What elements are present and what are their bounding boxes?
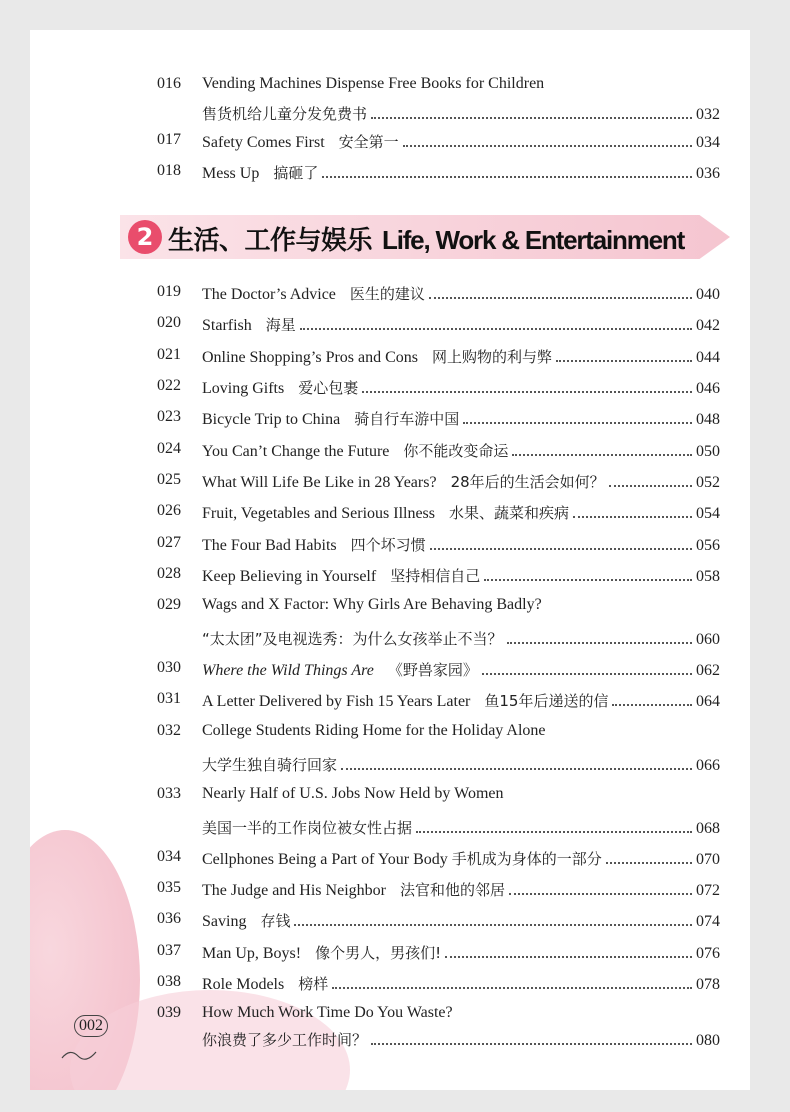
entry-title-en: Cellphones Being a Part of Your Body — [202, 851, 448, 868]
entry-number: 020 — [157, 314, 181, 331]
entry-title-en: Fruit, Vegetables and Serious Illness — [202, 505, 436, 522]
entry-title-en: Online Shopping’s Pros and Cons — [202, 349, 419, 366]
entry-number: 035 — [157, 879, 181, 896]
section-title — [168, 220, 684, 257]
entry-title-cn: 《野兽家园》 — [387, 661, 478, 679]
entry-title-cn: 爱心包裹 — [298, 379, 359, 397]
dot-leader — [509, 892, 692, 895]
toc-entry[interactable] — [30, 690, 750, 716]
entry-title-cn: 手机成为身体的一部分 — [451, 850, 602, 868]
entry-title-cn: 你浪费了多少工作时间？ — [202, 1031, 368, 1049]
entry-title-cn: 鱼15年后递送的信 — [484, 692, 609, 710]
dot-leader — [612, 703, 692, 706]
entry-title-cn: 水果、蔬菜和疾病 — [449, 504, 570, 522]
entry-page: 076 — [696, 945, 720, 962]
entry-title-en: Safety Comes First — [202, 134, 325, 151]
entry-number: 023 — [157, 408, 181, 425]
entry-title-cn: 大学生独自骑行回家 — [202, 756, 338, 774]
entry-title-cn: “太太团”及电视选秀：为什么女孩举止不当？ — [202, 630, 503, 648]
entry-number: 032 — [157, 722, 181, 739]
entry-title-en: Nearly Half of U.S. Jobs Now Held by Women — [202, 785, 504, 802]
toc-entry[interactable] — [30, 408, 750, 434]
entry-number: 037 — [157, 942, 181, 959]
entry-page: 044 — [696, 349, 720, 366]
toc-entry[interactable] — [30, 785, 750, 811]
entry-title-cn: 榜样 — [298, 975, 329, 993]
dot-leader — [371, 1042, 692, 1045]
toc-entry-continuation[interactable] — [30, 1029, 750, 1055]
entry-page: 064 — [696, 693, 720, 710]
toc-entry[interactable] — [30, 131, 750, 157]
entry-number: 021 — [157, 346, 181, 363]
toc-entry[interactable] — [30, 722, 750, 748]
entry-number: 039 — [157, 1004, 181, 1021]
dot-leader — [294, 923, 692, 926]
dot-leader — [482, 672, 692, 675]
entry-number: 016 — [157, 75, 181, 92]
toc-entry[interactable] — [30, 910, 750, 936]
dot-leader — [322, 175, 692, 178]
swirl-ornament — [60, 1044, 100, 1064]
dot-leader — [429, 296, 692, 299]
dot-leader — [507, 641, 692, 644]
toc-entry-continuation[interactable] — [30, 754, 750, 780]
entry-title-en: Role Models — [202, 976, 285, 993]
entry-page: 054 — [696, 505, 720, 522]
entry-title-cn: 美国一半的工作岗位被女性占据 — [202, 819, 413, 837]
entry-title-cn: 海星 — [265, 316, 296, 334]
dot-leader — [403, 144, 692, 147]
page-number — [74, 1015, 108, 1037]
entry-title-cn: 坚持相信自己 — [390, 567, 481, 585]
toc-entry[interactable] — [30, 659, 750, 685]
entry-title-en: Mess Up — [202, 165, 260, 182]
entry-title-en: How Much Work Time Do You Waste? — [202, 1004, 453, 1021]
toc-entry[interactable] — [30, 565, 750, 591]
entry-page: 042 — [696, 317, 720, 334]
entry-title-cn: 售货机给儿童分发免费书 — [202, 105, 368, 123]
dot-leader — [556, 359, 692, 362]
entry-number: 028 — [157, 565, 181, 582]
entry-page: 072 — [696, 882, 720, 899]
entry-page: 070 — [696, 851, 720, 868]
toc-entry[interactable] — [30, 314, 750, 340]
toc-entry[interactable] — [30, 346, 750, 372]
entry-page: 040 — [696, 286, 720, 303]
entry-number: 029 — [157, 596, 181, 613]
entry-title-en: Vending Machines Dispense Free Books for Children — [202, 75, 545, 92]
entry-page: 068 — [696, 820, 720, 837]
dot-leader — [463, 421, 692, 424]
dot-leader — [609, 484, 692, 487]
entry-number: 018 — [157, 162, 181, 179]
entry-title-en: Wags and X Factor: Why Girls Are Behaving Badly? — [202, 596, 542, 613]
toc-entry[interactable] — [30, 377, 750, 403]
entry-title-cn: 安全第一 — [338, 133, 399, 151]
toc-entry[interactable] — [30, 879, 750, 905]
entry-title-en: You Can’t Change the Future — [202, 443, 390, 460]
section-number-badge: 2 — [128, 220, 162, 254]
toc-entry[interactable] — [30, 534, 750, 560]
entry-title-en: The Four Bad Habits — [202, 537, 337, 554]
entry-page: 078 — [696, 976, 720, 993]
entry-title-en: Starfish — [202, 317, 252, 334]
dot-leader — [416, 830, 692, 833]
entry-page: 046 — [696, 380, 720, 397]
dot-leader — [573, 515, 692, 518]
entry-title-en: Man Up, Boys! — [202, 945, 302, 962]
dot-leader — [445, 955, 692, 958]
entry-page: 080 — [696, 1032, 720, 1049]
entry-number: 034 — [157, 848, 181, 865]
entry-title-en: Where the Wild Things Are — [202, 662, 374, 679]
entry-page: 056 — [696, 537, 720, 554]
entry-number: 038 — [157, 973, 181, 990]
entry-number: 030 — [157, 659, 181, 676]
dot-leader — [341, 767, 692, 770]
dot-leader — [300, 327, 692, 330]
entry-title-cn: 医生的建议 — [349, 285, 425, 303]
dot-leader — [371, 116, 692, 119]
entry-number: 025 — [157, 471, 181, 488]
dot-leader — [484, 578, 692, 581]
entry-number: 026 — [157, 502, 181, 519]
entry-page: 052 — [696, 474, 720, 491]
entry-page: 034 — [696, 134, 720, 151]
toc-entry[interactable] — [30, 596, 750, 622]
dot-leader — [430, 547, 692, 550]
entry-title-en: What Will Life Be Like in 28 Years? — [202, 474, 437, 491]
entry-title-cn: 网上购物的利与弊 — [432, 348, 553, 366]
dot-leader — [362, 390, 692, 393]
entry-title-en: Bicycle Trip to China — [202, 411, 341, 428]
entry-page: 066 — [696, 757, 720, 774]
toc-entry-continuation[interactable] — [30, 628, 750, 654]
entry-number: 033 — [157, 785, 181, 802]
entry-number: 022 — [157, 377, 181, 394]
entry-page: 048 — [696, 411, 720, 428]
entry-page: 058 — [696, 568, 720, 585]
entry-number: 031 — [157, 690, 181, 707]
entry-title-en: A Letter Delivered by Fish 15 Years Later — [202, 693, 471, 710]
entry-title-cn: 骑自行车游中国 — [354, 410, 460, 428]
toc-entry[interactable] — [30, 942, 750, 968]
entry-number: 019 — [157, 283, 181, 300]
page-number-label: 002 — [74, 1015, 108, 1037]
dot-leader — [332, 986, 692, 989]
section-title-en: Life, Work & Entertainment — [382, 225, 685, 255]
toc-entry[interactable] — [30, 283, 750, 309]
entry-page: 062 — [696, 662, 720, 679]
page — [30, 30, 750, 1090]
toc-entry[interactable] — [30, 440, 750, 466]
toc-entry[interactable] — [30, 973, 750, 999]
dot-leader — [512, 453, 692, 456]
toc-entry-continuation[interactable] — [30, 817, 750, 843]
entry-page: 060 — [696, 631, 720, 648]
dot-leader — [606, 861, 692, 864]
toc-entry[interactable] — [30, 162, 750, 188]
entry-page: 050 — [696, 443, 720, 460]
section-title-cn: 生活、工作与娱乐 — [168, 226, 373, 256]
entry-page: 036 — [696, 165, 720, 182]
entry-number: 017 — [157, 131, 181, 148]
entry-title-en: The Judge and His Neighbor — [202, 882, 386, 899]
entry-title-cn: 像个男人，男孩们! — [315, 944, 442, 962]
entry-title-cn: 四个坏习惯 — [350, 536, 426, 554]
entry-title-cn: 你不能改变命运 — [403, 442, 509, 460]
entry-title-cn: 28年后的生活会如何？ — [450, 473, 605, 491]
toc-entry[interactable] — [30, 75, 750, 101]
entry-title-en: Loving Gifts — [202, 380, 285, 397]
entry-title-en: The Doctor’s Advice — [202, 286, 336, 303]
entry-title-cn: 搞砸了 — [273, 164, 319, 182]
toc-entry-continuation[interactable] — [30, 103, 750, 129]
entry-title-en: Saving — [202, 913, 247, 930]
entry-page: 032 — [696, 106, 720, 123]
entry-title-en: College Students Riding Home for the Holiday Alone — [202, 722, 546, 739]
toc-entry[interactable] — [30, 471, 750, 497]
entry-title-cn: 存钱 — [260, 912, 291, 930]
toc-entry[interactable] — [30, 502, 750, 528]
entry-number: 036 — [157, 910, 181, 927]
toc-entry[interactable] — [30, 1004, 750, 1030]
entry-title-cn: 法官和他的邻居 — [399, 881, 505, 899]
entry-title-en: Keep Believing in Yourself — [202, 568, 377, 585]
entry-page: 074 — [696, 913, 720, 930]
toc-entry[interactable] — [30, 848, 750, 874]
entry-number: 027 — [157, 534, 181, 551]
entry-number: 024 — [157, 440, 181, 457]
